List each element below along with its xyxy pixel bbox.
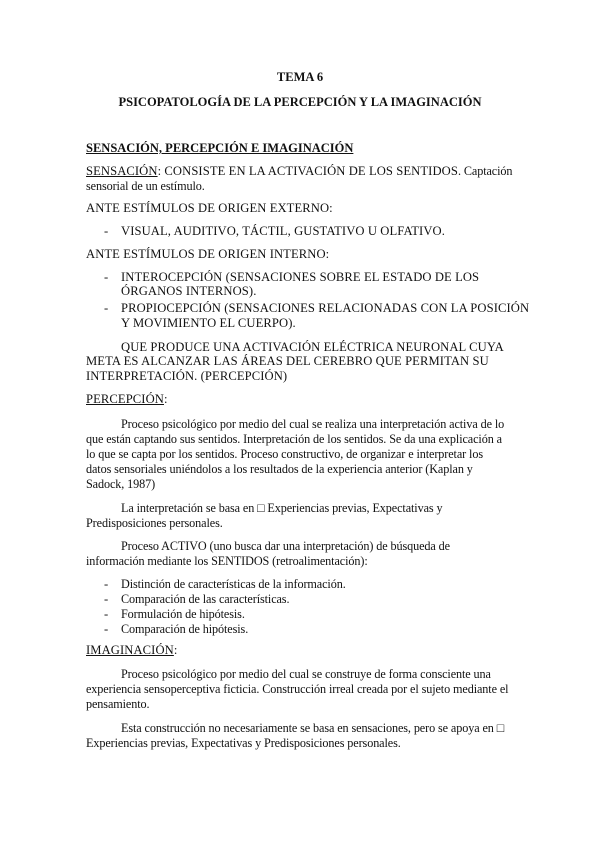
list-bullet: -: [104, 301, 109, 315]
externo-item: VISUAL, AUDITIVO, TÁCTIL, GUSTATIVO U OLFATIVO.: [121, 224, 445, 238]
sensacion-line-1: [86, 164, 512, 179]
imaginacion-p1-line-2: experiencia sensoperceptiva ficticia. Construcción irreal creada por el sujeto mediante el: [86, 682, 509, 696]
percepcion-p2-line-1: La interpretación se basa en □ Experiencias previas, Expectativas y: [121, 501, 443, 515]
imaginacion-p2-line-2: Experiencias previas, Expectativas y Predisposiciones personales.: [86, 736, 401, 750]
imaginacion-colon: :: [173, 643, 178, 657]
list-bullet: -: [104, 224, 109, 238]
list-bullet: -: [104, 592, 109, 606]
list-bullet: -: [104, 577, 109, 591]
percepcion-item-3: Formulación de hipótesis.: [121, 607, 245, 621]
interno-heading: ANTE ESTÍMULOS DE ORIGEN INTERNO:: [86, 247, 330, 261]
list-bullet: -: [104, 622, 109, 636]
imaginacion-heading: [86, 643, 177, 658]
tema-number: TEMA 6: [276, 70, 324, 84]
imaginacion-p2-line-1: Esta construcción no necesariamente se basa en sensaciones, pero se apoya en □: [121, 721, 504, 735]
percepcion-p1-line-2: que están captando sus sentidos. Interpretación de los sentidos. Se da una explicación a: [86, 432, 502, 446]
interno-item-1-line-1: INTEROCEPCIÓN (SENSACIONES SOBRE EL ESTADO DE LOS: [121, 270, 480, 284]
section-title: SENSACIÓN, PERCEPCIÓN E IMAGINACIÓN: [86, 141, 354, 155]
imaginacion-p1-line-3: pensamiento.: [86, 697, 150, 711]
percepcion-item-1: Distinción de características de la información.: [121, 577, 346, 591]
percepcion-label: PERCEPCIÓN: [86, 392, 164, 406]
percepcion-item-4: Comparación de hipótesis.: [121, 622, 249, 636]
conclusion-line-1: QUE PRODUCE UNA ACTIVACIÓN ELÉCTRICA NEURONAL CUYA: [121, 340, 504, 354]
imaginacion-p1-line-1: Proceso psicológico por medio del cual se construye de forma consciente una: [121, 667, 491, 681]
percepcion-p2-line-2: Predisposiciones personales.: [86, 516, 223, 530]
document-title: PSICOPATOLOGÍA DE LA PERCEPCIÓN Y LA IMAGINACIÓN: [118, 95, 482, 109]
percepcion-p3-line-1: Proceso ACTIVO (uno busca dar una interpretación) de búsqueda de: [121, 539, 450, 553]
percepcion-heading: [86, 392, 168, 407]
interno-item-1-line-2: ÓRGANOS INTERNOS).: [121, 284, 257, 298]
percepcion-colon: :: [163, 392, 168, 406]
percepcion-p1-line-5: Sadock, 1987): [86, 477, 156, 491]
percepcion-p1-line-1: Proceso psicológico por medio del cual se realiza una interpretación activa de lo: [121, 417, 505, 431]
sensacion-line-2: sensorial de un estímulo.: [86, 179, 205, 193]
conclusion-line-3: INTERPRETACIÓN. (PERCEPCIÓN): [86, 369, 288, 383]
percepcion-item-2: Comparación de las características.: [121, 592, 290, 606]
percepcion-p1-line-4: datos sensoriales uniéndolos a los resultados de la experiencia anterior (Kaplan y: [86, 462, 473, 476]
sensacion-definition: : CONSISTE EN LA ACTIVACIÓN DE LOS SENTIDOS: [157, 164, 458, 178]
list-bullet: -: [104, 270, 109, 284]
percepcion-p1-line-3: lo que se capta por los sentidos. Proceso constructivo, de organizar e interpretar los: [86, 447, 483, 461]
interno-item-2-line-1: PROPIOCEPCIÓN (SENSACIONES RELACIONADAS CON LA POSICIÓN: [121, 301, 530, 315]
imaginacion-label: IMAGINACIÓN: [86, 643, 174, 657]
list-bullet: -: [104, 607, 109, 621]
externo-heading: ANTE ESTÍMULOS DE ORIGEN EXTERNO:: [86, 201, 333, 215]
sensacion-label: SENSACIÓN: [86, 164, 158, 178]
sensacion-definition-tail: . Captación: [457, 164, 513, 178]
percepcion-p3-line-2: información mediante los SENTIDOS (retroalimentación):: [86, 554, 368, 568]
interno-item-2-line-2: Y MOVIMIENTO EL CUERPO).: [121, 316, 296, 330]
conclusion-line-2: META ES ALCANZAR LAS ÁREAS DEL CEREBRO QUE PERMITAN SU: [86, 354, 489, 368]
